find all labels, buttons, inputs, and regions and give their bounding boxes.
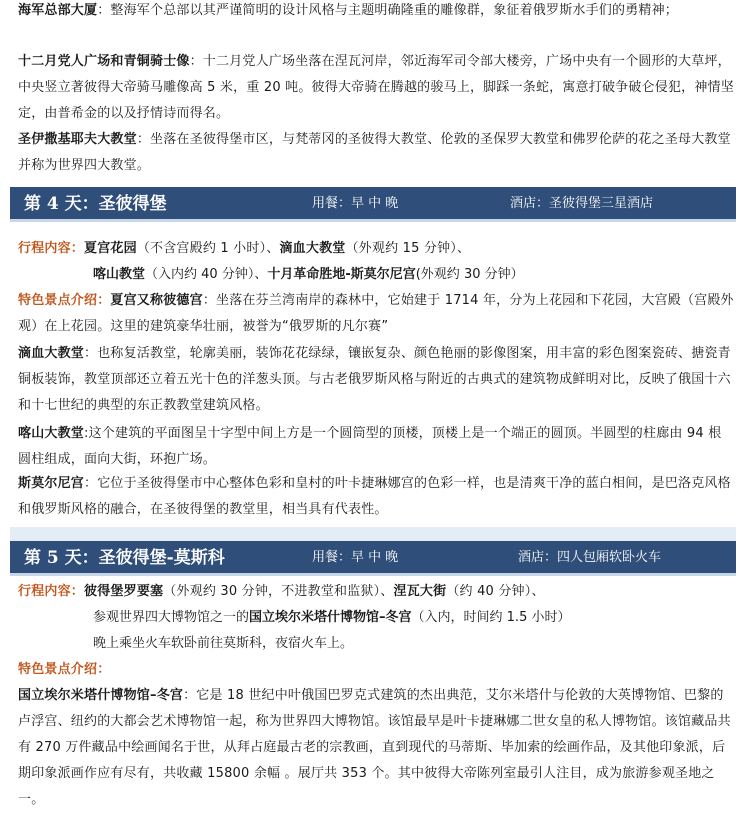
itinerary-detail: （入内，时间约 1.5 小时） [411, 610, 571, 625]
itinerary-label: 行程内容： [18, 584, 85, 599]
attraction-text: ：它是 18 世纪中叶俄国巴罗克式建筑的杰出典范，艾尔米塔什与伦敦的大英博物馆、巴黎的卢浮宫、纽约的大都会艺术博物馆一起，称为世界四大博物馆。该馆最早是叶卡捷琳娜二世女皇的私人博物馆。该馆藏品共有 270 万件藏品中绘画闻名于世，从拜占庭最古老的宗教画，直到现代的马蒂斯、毕加索的绘画作品，及其他印象派，后期印象派画作应有尽有，共收藏 15800 余幅 。展厅共 353 个。其中彼得大帝陈列室最引人注目，成为旅游参观圣地之一。 [18, 688, 731, 807]
itinerary-detail: （外观约 30 分钟，不进教堂和监狱）、 [163, 584, 394, 599]
attraction-title: 斯莫尔尼宫 [18, 476, 85, 491]
itinerary-line [93, 262, 733, 288]
itinerary-stop: 十月革命胜地-斯莫尔尼宫 [267, 267, 416, 282]
attraction-paragraph [18, 127, 734, 179]
attraction-text: ：坐落在芬兰湾南岸的森林中，它始建于 1714 年，分为上花园和下花园，大宫殿（宫殿外观）在上花园。这里的建筑豪华壮丽，被誉为“俄罗斯的凡尔赛” [18, 293, 734, 334]
attraction-paragraph [18, 421, 734, 473]
attraction-title: 滴血大教堂 [18, 346, 85, 361]
itinerary-stop: 喀山教堂 [93, 267, 146, 282]
attraction-paragraph [18, 49, 734, 127]
day-header [10, 541, 736, 576]
attraction-paragraph [18, 0, 734, 24]
attraction-text: ：整海军个总部以其严谨简明的设计风格与主题明确隆重的雕像群，象征着俄罗斯水手们的勇精神； [97, 3, 679, 18]
attraction-text: ：它位于圣彼得堡市中心整体色彩和皇村的叶卡捷琳娜宫的色彩一样，也是清爽干净的蓝白相间，是巴洛克风格和俄罗斯风格的融合，在圣彼得堡的教堂里，相当具有代表性。 [18, 476, 731, 517]
itinerary-detail: （约 40 分钟）、 [446, 584, 545, 599]
attraction-paragraph [18, 341, 734, 419]
itinerary-detail: 参观世界四大博物馆之一的 [93, 610, 250, 625]
itinerary-stop: 国立埃尔米塔什博物馆–冬宫 [249, 610, 412, 625]
attraction-text: :这个建筑的平面图呈十字型中间上方是一个圆筒型的顶楼，顶楼上是一个端正的圆顶。半圆型的柱廊由 94 根圆柱组成，面向大街，环抱广场。 [18, 426, 722, 467]
meal-info: 用餐：早 中 晚 [312, 196, 399, 211]
itinerary-stop: 涅瓦大街 [393, 584, 447, 599]
itinerary-stop: 夏宫花园 [84, 241, 137, 256]
attraction-title: 圣伊撒基耶夫大教堂 [18, 132, 137, 147]
day-title: 第 4 天：圣彼得堡 [24, 194, 167, 214]
section-divider [10, 527, 736, 541]
features-label: 特色景点介绍： [18, 662, 111, 677]
attraction-title: 喀山大教堂 [18, 426, 85, 441]
attraction-text: ：也称复活教堂，轮廓美丽，装饰花花绿绿，镶嵌复杂、颜色艳丽的影像图案，用丰富的彩色图案瓷砖、搪瓷青铜板装饰，教堂顶部还立着五光十色的洋葱头顶。与古老俄罗斯风格与附近的古典式的建筑物成鲜明对比，反映了俄国十六和十七世纪的典型的东正教教堂建筑风格。 [18, 346, 731, 413]
attraction-paragraph [18, 683, 734, 813]
attraction-text: ：十二月党人广场坐落在涅瓦河岸，邻近海军司令部大楼旁，广场中央有一个圆形的大草坪，中央竖立著彼得大帝骑马雕像高 5 米，重 20 吨。彼得大帝骑在腾越的骏马上，脚踩一条蛇，寓意打破争破仑侵犯，神情坚定，由普希金的以及抒情诗而得名。 [18, 54, 734, 121]
itinerary-detail: （不含宫殿约 1 小时）、 [136, 241, 280, 256]
itinerary-label: 行程内容： [18, 241, 85, 256]
itinerary-stop: 滴血大教堂 [279, 241, 346, 256]
itinerary-detail: （入内约 40 分钟）、 [145, 267, 268, 282]
itinerary-detail: 晚上乘坐火车软卧前往莫斯科，夜宿火车上。 [93, 636, 354, 651]
features-label: 特色景点介绍： [18, 293, 111, 308]
itinerary-detail: （外观约 15 分钟）、 [345, 241, 471, 256]
attraction-paragraph [18, 288, 734, 340]
features-heading [18, 657, 734, 683]
itinerary-detail: (外观约 30 分钟） [415, 267, 524, 282]
attraction-title: 国立埃尔米塔什博物馆–冬宫 [18, 688, 184, 703]
attraction-title: 十二月党人广场和青铜骑士像 [18, 54, 190, 69]
attraction-title: 海军总部大厦 [18, 3, 98, 18]
attraction-text: ：坐落在圣彼得堡市区，与梵蒂冈的圣彼得大教堂、伦敦的圣保罗大教堂和佛罗伦萨的花之圣母大教堂并称为世界四大教堂。 [18, 132, 731, 173]
attraction-paragraph [18, 471, 734, 523]
itinerary-line [18, 236, 734, 262]
day-title: 第 5 天：圣彼得堡-莫斯科 [24, 548, 225, 568]
attraction-title: 夏宫又称彼德宫 [110, 293, 203, 308]
hotel-info: 酒店：四人包厢软卧火车 [518, 550, 662, 565]
itinerary-line [93, 605, 733, 631]
itinerary-stop: 彼得堡罗要塞 [84, 584, 164, 599]
day-header [10, 187, 736, 222]
hotel-info: 酒店：圣彼得堡三星酒店 [510, 196, 654, 211]
meal-info: 用餐：早 中 晚 [312, 550, 399, 565]
itinerary-line [18, 579, 734, 605]
itinerary-line [93, 631, 733, 657]
